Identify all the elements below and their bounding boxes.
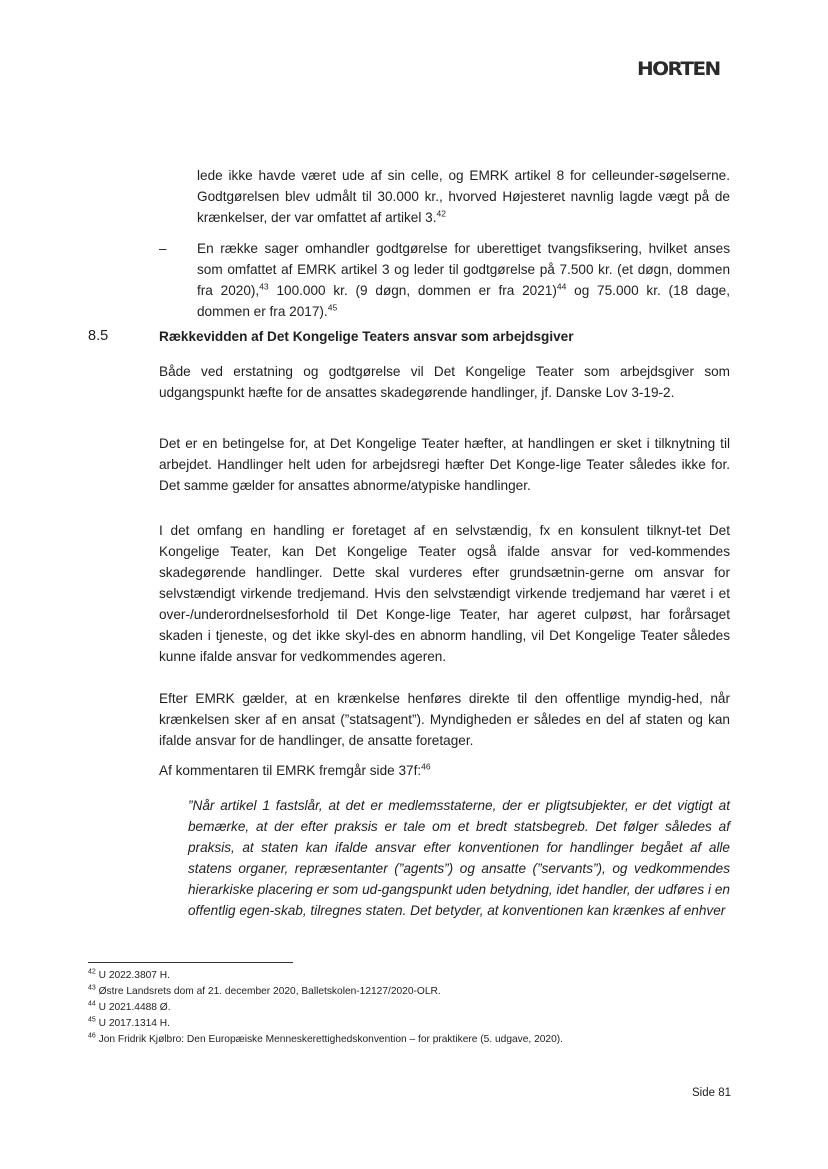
- footnote-ref-46[interactable]: 46: [421, 761, 431, 772]
- paragraph-5: [159, 760, 730, 781]
- bullet-text: [197, 238, 730, 322]
- section-number: 8.5: [88, 328, 109, 344]
- bullet-text-part1: En række sager omhandler godtgørelse for uberettiget tvangsfiksering, hvilket anses som omfattet af EMRK artikel 3 og leder til godtgørelse på 7.500 kr. (et døgn, dommen fra 2020),: [197, 241, 730, 298]
- footnote-ref-43[interactable]: 43: [259, 281, 269, 292]
- paragraph-1: Både ved erstatning og godtgørelse vil Det Kongelige Teater som arbejdsgiver som udgangspunkt hæfte for de ansattes skadegørende handlinger, jf. Danske Lov 3-19-2.: [159, 364, 730, 400]
- footnote-ref-45[interactable]: 45: [327, 302, 338, 313]
- footnote: [88, 984, 728, 999]
- page-number: Side 81: [691, 1087, 731, 1099]
- footnote-ref-44[interactable]: 44: [556, 281, 567, 292]
- paragraph-3: I det omfang en handling er foretaget af en selvstændig, fx en konsulent tilknyt-tet Det Kongelige Teater, kan Det Kongelige Teater også ifalde ansvar for ved-kommendes skadegørende handlinger. Dette skal vurderes efter grundsætnin-gerne om ansvar for selvstændigt virkende tredjemand. Hvis den selvstændigt virkende tredjemand har været i et over-/underordnelsesforhold til Det Konge-lige Teater, har ageret culpøst, har forårsaget skaden i tjeneste, og det ikke skyl-des en abnorm handling, vil Det Kongelige Teater således kunne ifalde ansvar for vedkommendes ageren.: [159, 523, 730, 664]
- footnote-number: 46: [88, 1032, 96, 1040]
- footnote-separator: [88, 962, 293, 963]
- footnote: [88, 1016, 728, 1031]
- footnote-number: 42: [88, 968, 96, 976]
- continued-text: lede ikke havde været ude af sin celle, og EMRK artikel 8 for celleunder-søgelserne. Godtgørelsen blev udmålt til 30.000 kr., hvorved Højesteret navnlig lagde vægt på de krænkelser, der var omfattet af artikel 3.: [197, 168, 730, 225]
- footnote-text: U 2017.1314 H.: [95, 1018, 170, 1029]
- footnote-text: U 2022.3807 H.: [95, 970, 170, 981]
- paragraph-2: Det er en betingelse for, at Det Kongelige Teater hæfter, at handlingen er sket i tilknytning til arbejdet. Handlinger helt uden for arbejdsregi hæfter Det Konge-lige Teater således ikke for. Det samme gælder for ansattes abnorme/atypiske handlinger.: [159, 436, 730, 493]
- section-title: Rækkevidden af Det Kongelige Teaters ansvar som arbejdsgiver: [159, 329, 574, 344]
- footnote: [88, 968, 728, 983]
- horten-logo: HORTEN: [637, 58, 720, 80]
- footnote-number: 44: [88, 1000, 96, 1008]
- footnote: [88, 1000, 728, 1015]
- footnote-text: Jon Fridrik Kjølbro: Den Europæiske Menneskerettighedskonvention – for praktikere (5. udgave, 2020).: [95, 1034, 563, 1045]
- continued-paragraph: [197, 165, 730, 228]
- bullet-dash: –: [159, 241, 167, 256]
- paragraph-5-text: Af kommentaren til EMRK fremgår side 37f:: [159, 763, 422, 778]
- footnote-ref-42[interactable]: 42: [436, 208, 446, 219]
- footnote-number: 45: [88, 1016, 96, 1024]
- footnote: [88, 1032, 728, 1047]
- bullet-text-part2: 100.000 kr. (9 døgn, dommen er fra 2021): [268, 283, 557, 298]
- bullet-text-part3: og 75.000 kr. (18 dage, dommen er fra 2017).: [197, 283, 730, 319]
- paragraph-4: Efter EMRK gælder, at en krænkelse henføres direkte til den offentlige myndig-hed, når krænkelsen sker af en ansat (”statsagent”). Myndigheden er således en del af staten og kan ifalde ansvar for de handlinger, de ansatte foretager.: [159, 691, 730, 748]
- block-quote: ”Når artikel 1 fastslår, at det er medlemsstaterne, der er pligtsubjekter, er det vigtigt at bemærke, at der efter praksis er tale om et bredt statsbegreb. Det følger således af praksis, at staten kan ifalde ansvar efter konventionen for handlinger begået af alle statens organer, repræsentanter (”agents”) og ansatte (”servants”), og vedkommendes hierarkiske placering er som ud-gangspunkt uden betydning, idet handler, der udføres i en offentlig egen-skab, tilregnes staten. Det betyder, at konventionen kan krænkes af enhver: [188, 798, 730, 918]
- footnote-text: U 2021.4488 Ø.: [95, 1002, 171, 1013]
- footnote-text: Østre Landsrets dom af 21. december 2020, Balletskolen-12127/2020-OLR.: [95, 986, 441, 997]
- footnote-number: 43: [88, 984, 96, 992]
